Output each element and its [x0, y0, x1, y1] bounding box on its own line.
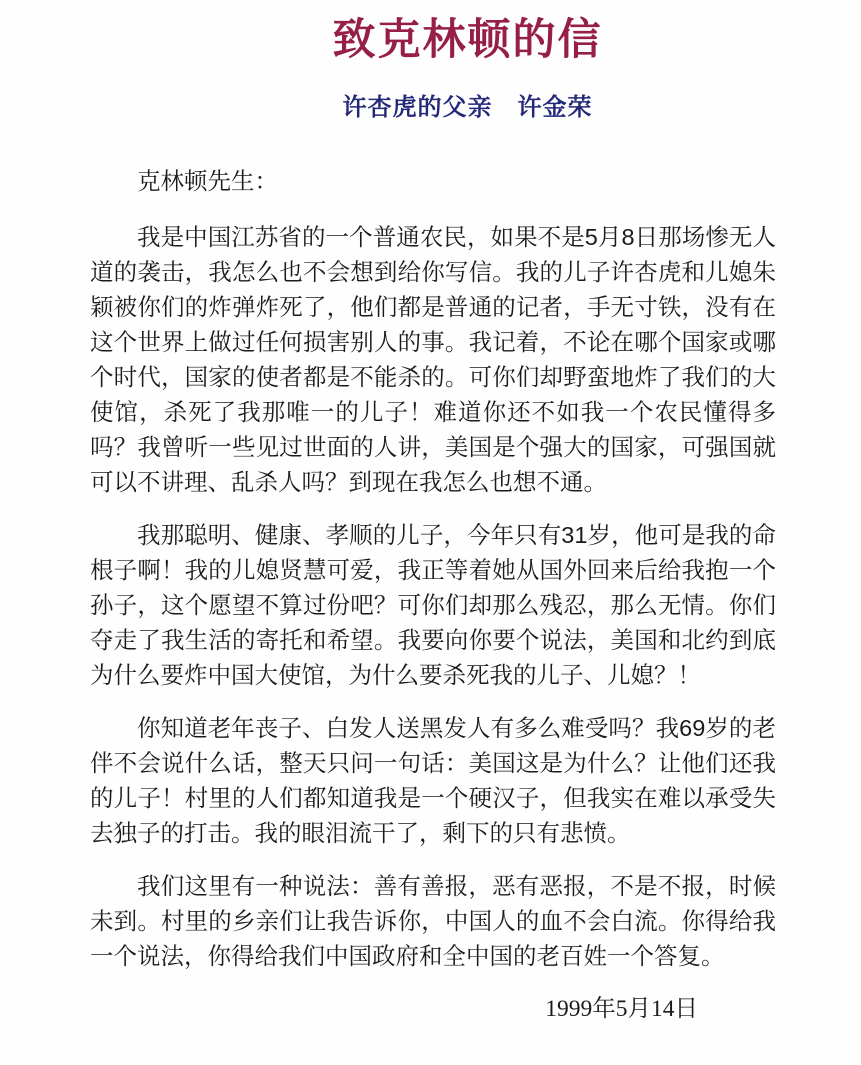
paragraph-4: 我们这里有一种说法：善有善报，恶有恶报，不是不报，时候未到。村里的乡亲们让我告诉你，中国人的血不会白流。你得给我一个说法，你得给我们中国政府和全中国的老百姓一个答复。: [90, 873, 776, 969]
paragraph-1: 我是中国江苏省的一个普通农民，如果不是5月8日那场惨无人道的袭击，我怎么也不会想到给你写信。我的儿子许杏虎和儿媳朱颖被你们的炸弹炸死了，他们都是普通的记者，手无寸铁，没有在这个世界上做过任何损害别人的事。我记着，不论在哪个国家或哪个时代，国家的使者都是不能杀的。可你们却野蛮地炸了我们的大使馆，杀死了我那唯一的儿子！难道你还不如我一个农民懂得多吗？我曾听一些见过世面的人讲，美国是个强大的国家，可强国就可以不讲理、乱杀人吗？到现在我怎么也想不通。: [90, 224, 776, 495]
byline-row: [0, 92, 861, 124]
salutation: 克林顿先生：: [137, 168, 278, 194]
letter-byline: 许杏虎的父亲 许金荣: [342, 94, 593, 121]
letter-date: 1999年5月14日: [545, 996, 698, 1022]
letter-title: 致克林顿的信: [332, 16, 603, 64]
letter-body: [90, 164, 776, 1027]
title-row: [0, 14, 861, 66]
paragraph-2: 我那聪明、健康、孝顺的儿子，今年只有31岁，他可是我的命根子啊！我的儿媳贤慧可爱，我正等着她从国外回来后给我抱一个孙子，这个愿望不算过份吧？可你们却那么残忍，那么无情。你们夺走了我生活的寄托和希望。我要向你要个说法，美国和北约到底为什么要炸中国大使馆，为什么要杀死我的儿子、儿媳？！: [90, 522, 776, 688]
paragraph-3: 你知道老年丧子、白发人送黑发人有多么难受吗？我69岁的老伴不会说什么话，整天只问一句话：美国这是为什么？让他们还我的儿子！村里的人们都知道我是一个硬汉子，但我实在难以承受失去独子的打击。我的眼泪流干了，剩下的只有悲愤。: [90, 715, 776, 846]
